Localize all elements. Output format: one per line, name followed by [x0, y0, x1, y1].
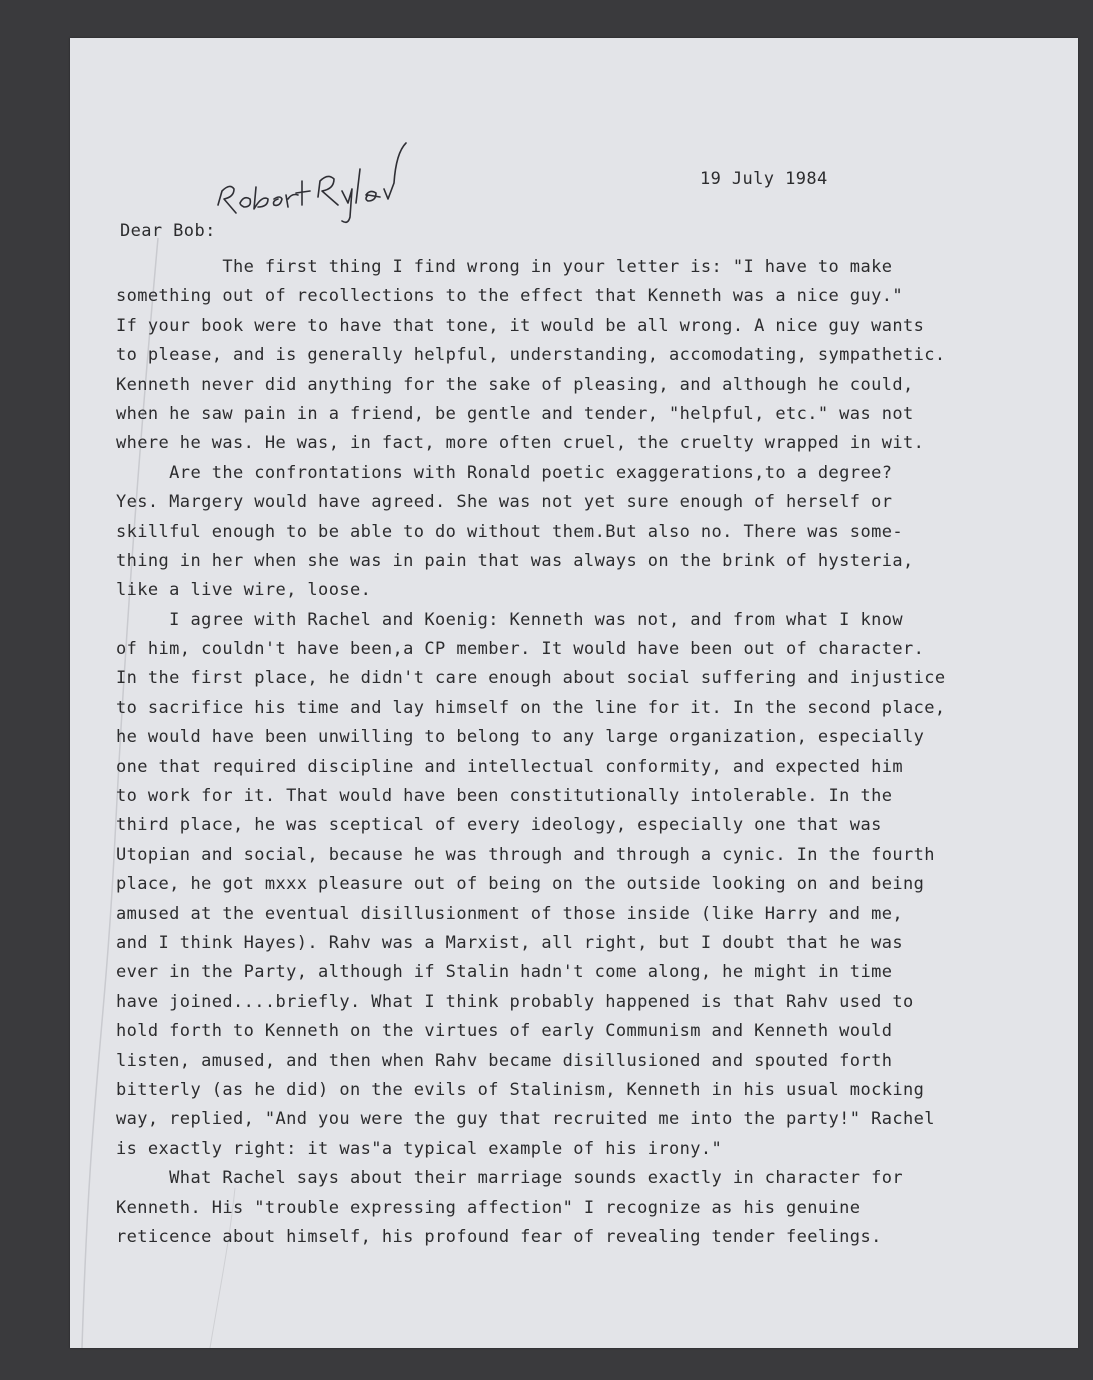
body-line: and I think Hayes). Rahv was a Marxist, all right, but I doubt that he was [116, 932, 903, 953]
body-line: have joined....briefly. What I think probably happened is that Rahv used to [116, 991, 914, 1012]
body-line: third place, he was sceptical of every ideology, especially one that was [116, 815, 882, 836]
body-line: ever in the Party, although if Stalin hadn't come along, he might in time [116, 962, 893, 983]
salutation: Dear Bob: [120, 221, 216, 241]
body-line: to sacrifice his time and lay himself on the line for it. In the second place, [116, 697, 946, 718]
body-line: of him, couldn't have been,a CP member. It would have been out of character. [116, 639, 925, 660]
body-line: Are the confrontations with Ronald poetic exaggerations,to a degree? [116, 462, 893, 483]
body-line: hold forth to Kenneth on the virtues of early Communism and Kenneth would [116, 1021, 893, 1042]
body-line: way, replied, "And you were the guy that recruited me into the party!" Rachel [116, 1109, 935, 1130]
body-line: The first thing I find wrong in your letter is: "I have to make [116, 257, 893, 277]
body-line: If your book were to have that tone, it would be all wrong. A nice guy wants [116, 315, 925, 336]
body-line: What Rachel says about their marriage sounds exactly in character for [116, 1168, 903, 1189]
body-line: when he saw pain in a friend, be gentle and tender, "helpful, etc." was not [116, 403, 914, 424]
body-line: Kenneth. His "trouble expressing affection" I recognize as his genuine [116, 1197, 861, 1218]
body-line: In the first place, he didn't care enough about social suffering and injustice [116, 668, 946, 689]
body-line: something out of recollections to the effect that Kenneth was a nice guy." [116, 286, 903, 307]
body-line: Yes. Margery would have agreed. She was not yet sure enough of herself or [116, 492, 893, 513]
body-line: to work for it. That would have been constitutionally intolerable. In the [116, 786, 893, 807]
body-line: to please, and is generally helpful, understanding, accomodating, sympathetic. [116, 345, 946, 366]
letter-page [70, 38, 1078, 1348]
body-line: bitterly (as he did) on the evils of Stalinism, Kenneth in his usual mocking [116, 1079, 925, 1100]
handwritten-signature [210, 133, 420, 228]
body-line: Utopian and social, because he was through and through a cynic. In the fourth [116, 844, 935, 865]
body-line: reticence about himself, his profound fear of revealing tender feelings. [116, 1226, 882, 1247]
letter-body [116, 253, 1066, 1252]
body-line: place, he got mxxx pleasure out of being on the outside looking on and being [116, 874, 925, 895]
body-line: where he was. He was, in fact, more often cruel, the cruelty wrapped in wit. [116, 433, 925, 454]
body-line: Kenneth never did anything for the sake of pleasing, and although he could, [116, 374, 914, 395]
body-line: I agree with Rachel and Koenig: Kenneth was not, and from what I know [116, 609, 903, 630]
body-line: one that required discipline and intellectual conformity, and expected him [116, 756, 903, 777]
body-line: thing in her when she was in pain that was always on the brink of hysteria, [116, 550, 914, 571]
letter-date: 19 July 1984 [700, 169, 828, 189]
typed-letter [70, 38, 1078, 1348]
body-line: skillful enough to be able to do without them.But also no. There was some- [116, 521, 903, 542]
body-line: is exactly right: it was"a typical example of his irony." [116, 1138, 723, 1159]
body-line: he would have been unwilling to belong to any large organization, especially [116, 727, 925, 748]
body-line: listen, amused, and then when Rahv became disillusioned and spouted forth [116, 1050, 893, 1071]
body-line: amused at the eventual disillusionment of those inside (like Harry and me, [116, 903, 903, 924]
body-line: like a live wire, loose. [116, 580, 372, 601]
